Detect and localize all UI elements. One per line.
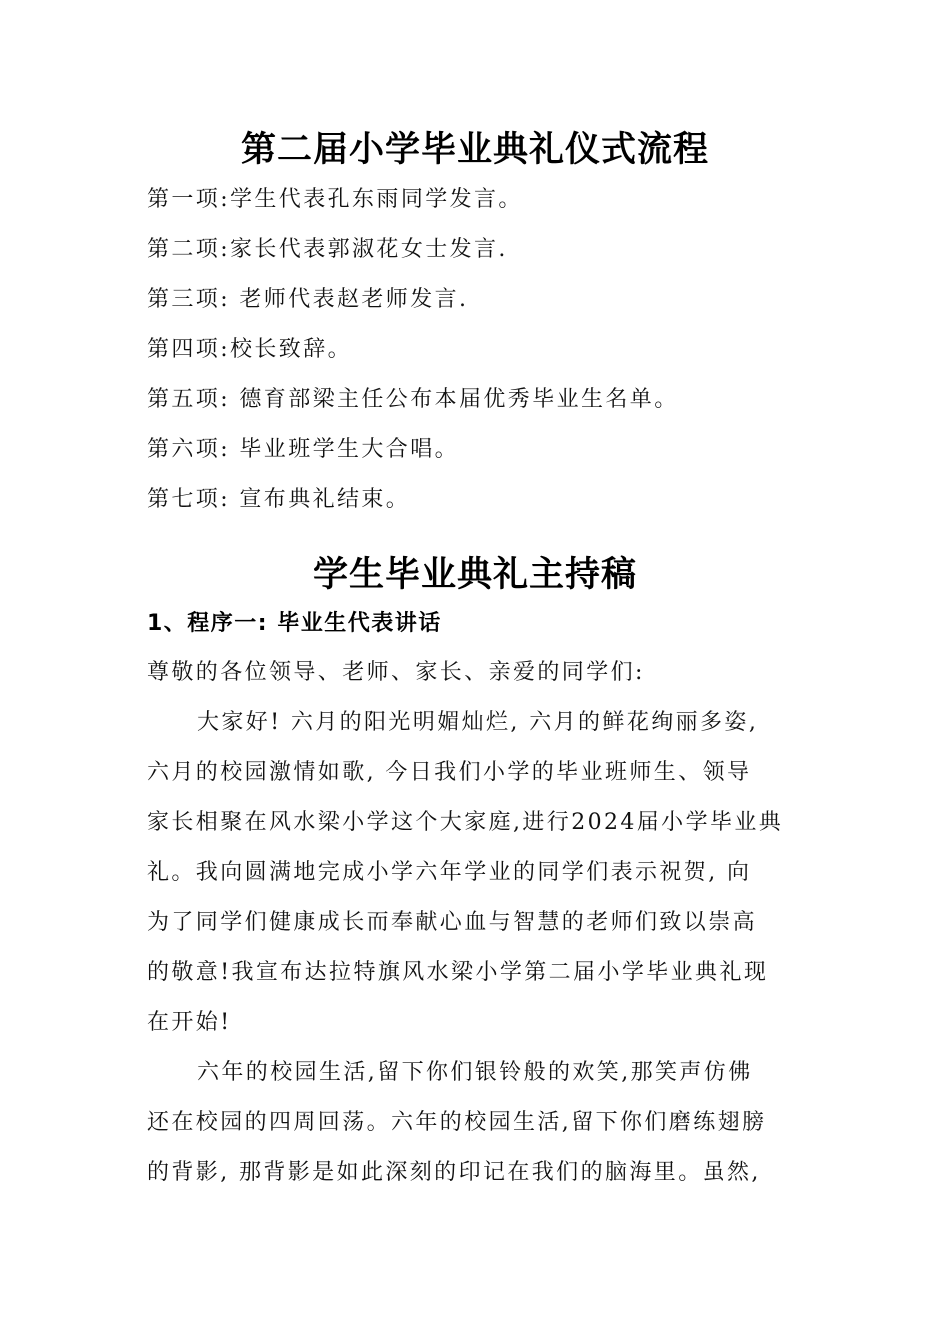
paragraph-line: 大家好! 六月的阳光明媚灿烂, 六月的鲜花绚丽多姿, bbox=[197, 710, 759, 735]
paragraph-line: 在开始! bbox=[147, 1010, 232, 1035]
paragraph-line: 礼。我向圆满地完成小学六年学业的同学们表示祝贺, 向 bbox=[147, 860, 752, 885]
program-item: 第六项: 毕业班学生大合唱。 bbox=[147, 437, 460, 462]
salutation: 尊敬的各位领导、老师、家长、亲爱的同学们: bbox=[147, 660, 645, 685]
program-item: 第四项:校长致辞。 bbox=[147, 337, 353, 362]
paragraph-line: 家长相聚在风水梁小学这个大家庭,进行2024届小学毕业典 bbox=[147, 810, 784, 835]
program-item: 第一项:学生代表孔东雨同学发言。 bbox=[147, 187, 523, 212]
paragraph-line: 六年的校园生活,留下你们银铃般的欢笑,那笑声仿佛 bbox=[197, 1060, 753, 1085]
paragraph-line: 的背影, 那背影是如此深刻的印记在我们的脑海里。虽然, bbox=[147, 1160, 761, 1185]
ceremony-title: 第二届小学毕业典礼仪式流程 bbox=[240, 130, 709, 170]
paragraph-line: 为了同学们健康成长而奉献心血与智慧的老师们致以崇高 bbox=[147, 910, 758, 935]
section-heading: 1、程序一: 毕业生代表讲话 bbox=[147, 611, 442, 636]
program-item: 第二项:家长代表郭淑花女士发言. bbox=[147, 237, 508, 262]
program-item: 第三项: 老师代表赵老师发言. bbox=[147, 287, 469, 312]
paragraph-line: 六月的校园激情如歌, 今日我们小学的毕业班师生、领导 bbox=[147, 760, 752, 785]
paragraph-line: 的敬意!我宣布达拉特旗风水梁小学第二届小学毕业典礼现 bbox=[147, 960, 769, 985]
paragraph-line: 还在校园的四周回荡。六年的校园生活,留下你们磨练翅膀 bbox=[147, 1110, 767, 1135]
program-item: 第五项: 德育部梁主任公布本届优秀毕业生名单。 bbox=[147, 387, 679, 412]
script-title: 学生毕业典礼主持稿 bbox=[312, 555, 637, 595]
program-item: 第七项: 宣布典礼结束。 bbox=[147, 487, 411, 512]
